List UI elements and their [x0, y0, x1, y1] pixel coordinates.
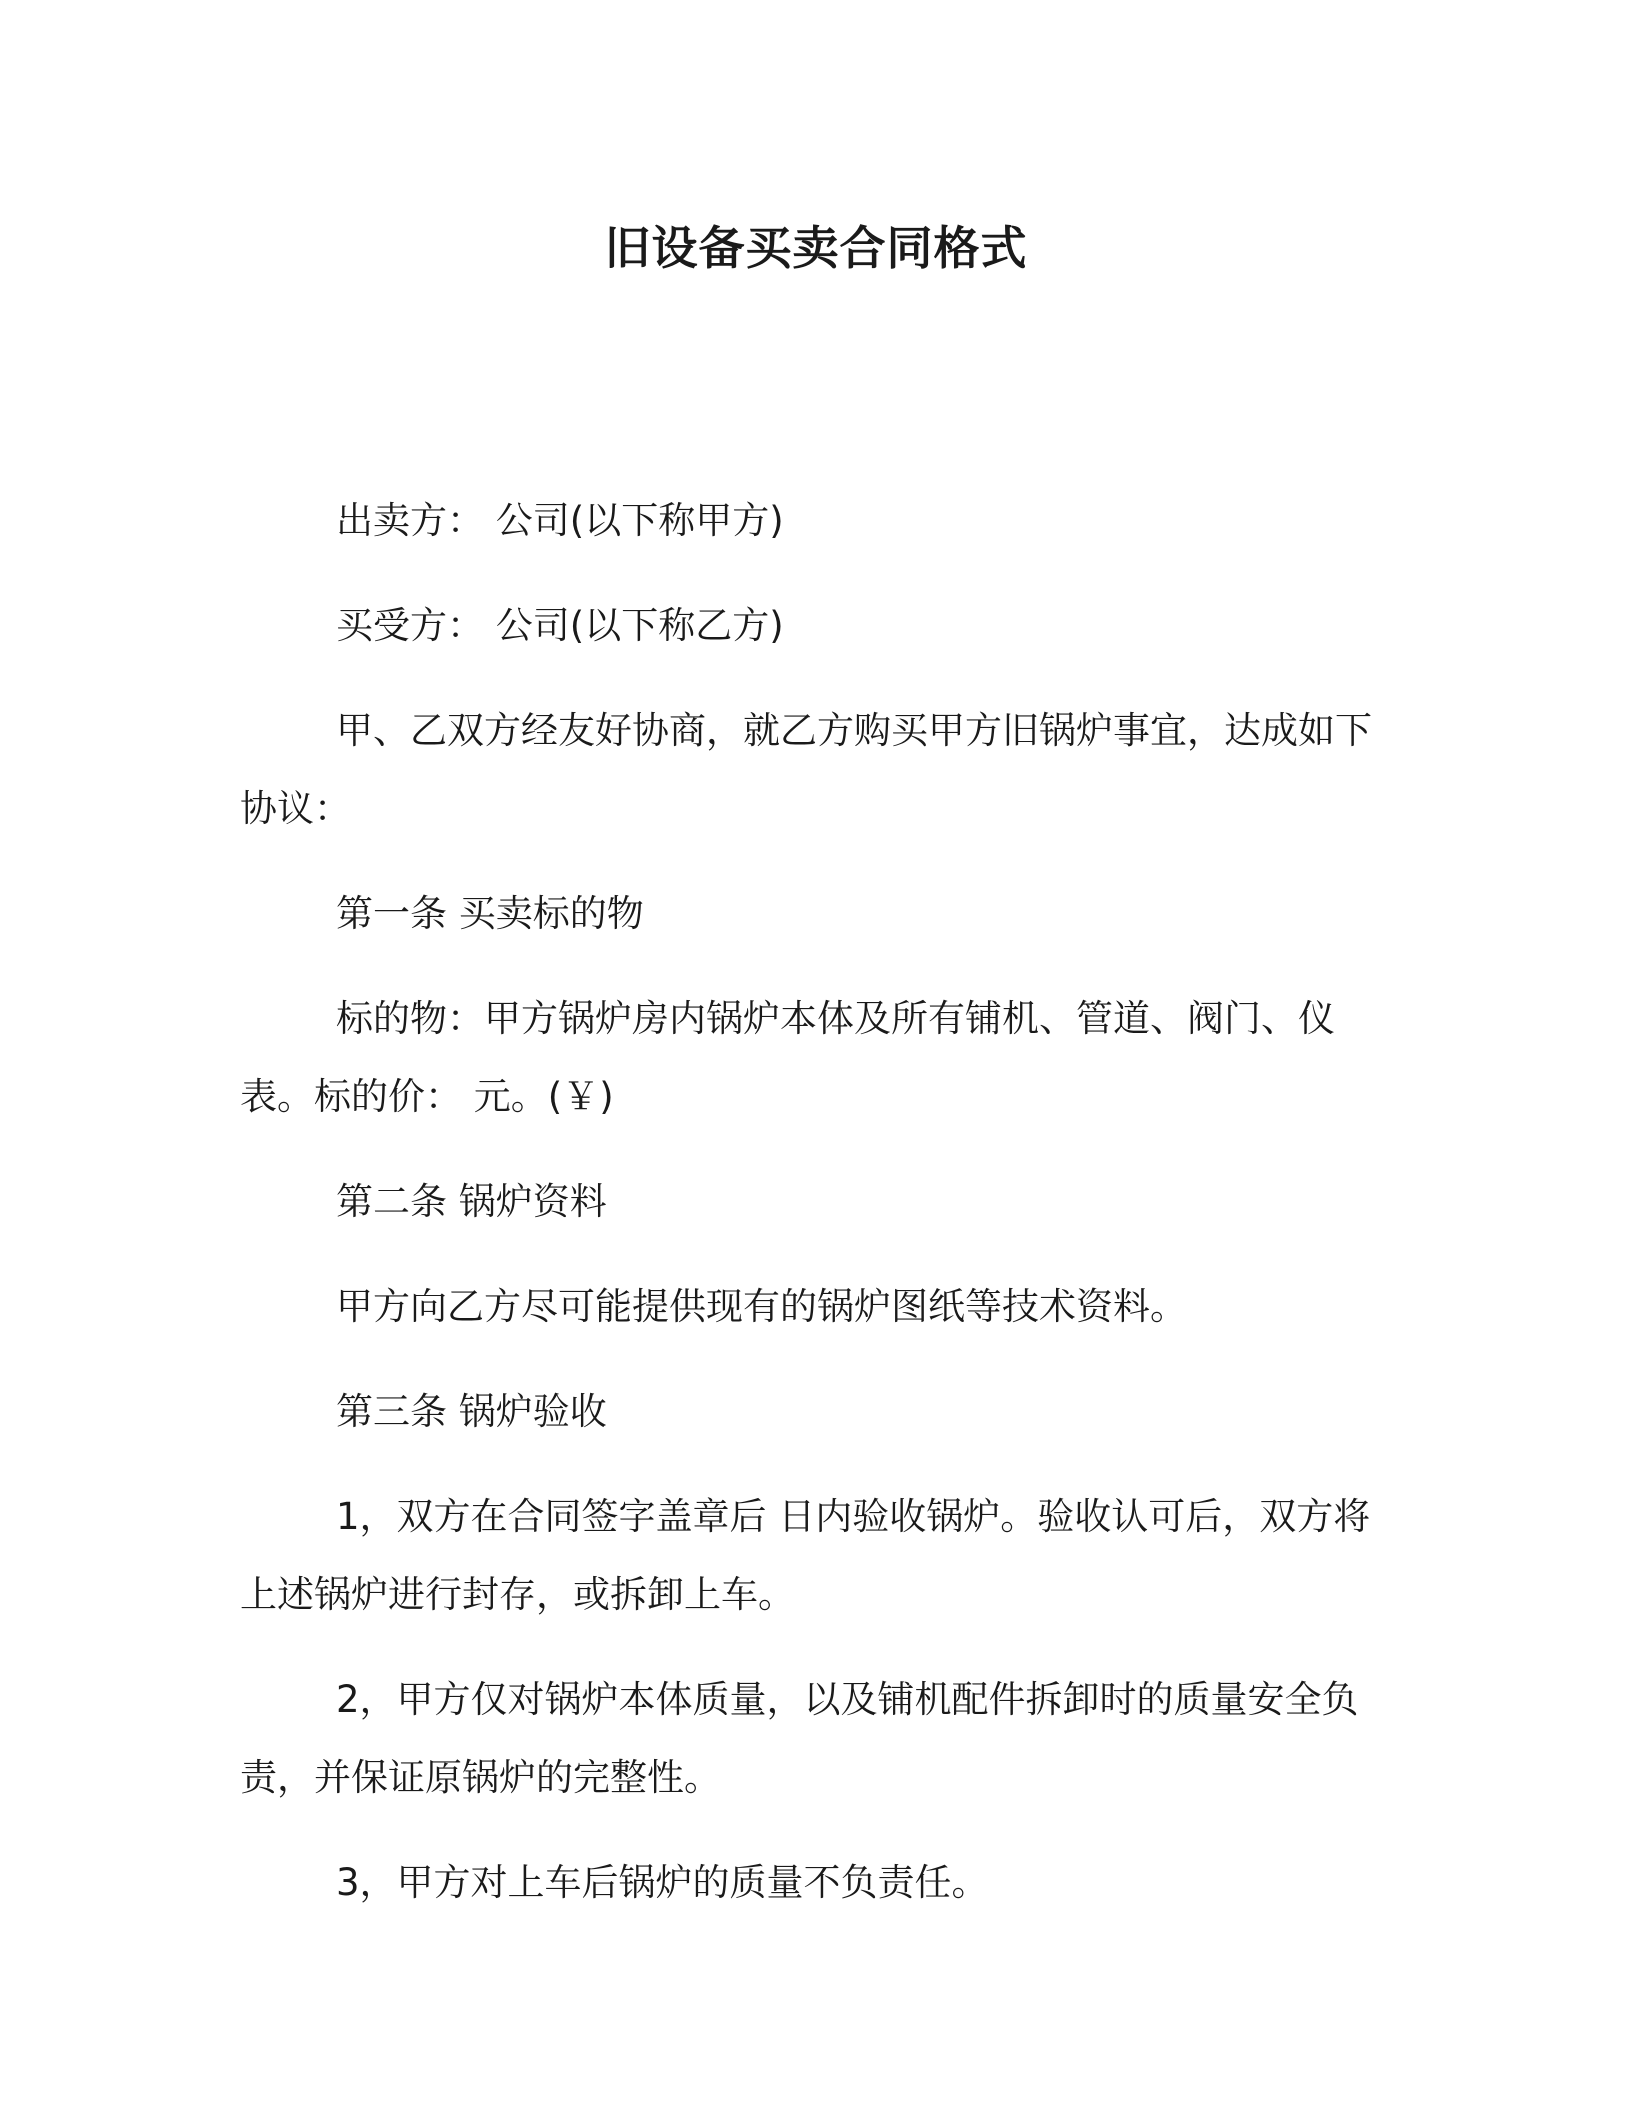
document-body	[240, 482, 1400, 1949]
article-2-body: 甲方向乙方尽可能提供现有的锅炉图纸等技术资料。	[336, 1285, 1187, 1328]
article-3-heading: 第三条 锅炉验收	[336, 1390, 607, 1433]
article-3-clause-3: 3，甲方对上车后锅炉的质量不负责任。	[336, 1861, 989, 1904]
seller-line: 出卖方： 公司(以下称甲方)	[336, 499, 784, 542]
article-3-clause-1: 1，双方在合同签字盖章后 日内验收锅炉。验收认可后，双方将上述锅炉进行封存，或拆卸上车。	[240, 1495, 1371, 1616]
agreement-intro: 甲、乙双方经友好协商，就乙方购买甲方旧锅炉事宜，达成如下协议：	[240, 709, 1372, 830]
article-3-clause-2: 2，甲方仅对锅炉本体质量，以及铺机配件拆卸时的质量安全负责，并保证原锅炉的完整性。	[240, 1678, 1359, 1799]
article-1-body: 标的物：甲方锅炉房内锅炉本体及所有铺机、管道、阀门、仪表。标的价： 元。(￥)	[240, 997, 1335, 1118]
article-1-heading: 第一条 买卖标的物	[336, 892, 644, 935]
document-title: 旧设备买卖合同格式	[604, 221, 1028, 275]
article-2-heading: 第二条 锅炉资料	[336, 1180, 607, 1223]
buyer-line: 买受方： 公司(以下称乙方)	[336, 604, 784, 647]
